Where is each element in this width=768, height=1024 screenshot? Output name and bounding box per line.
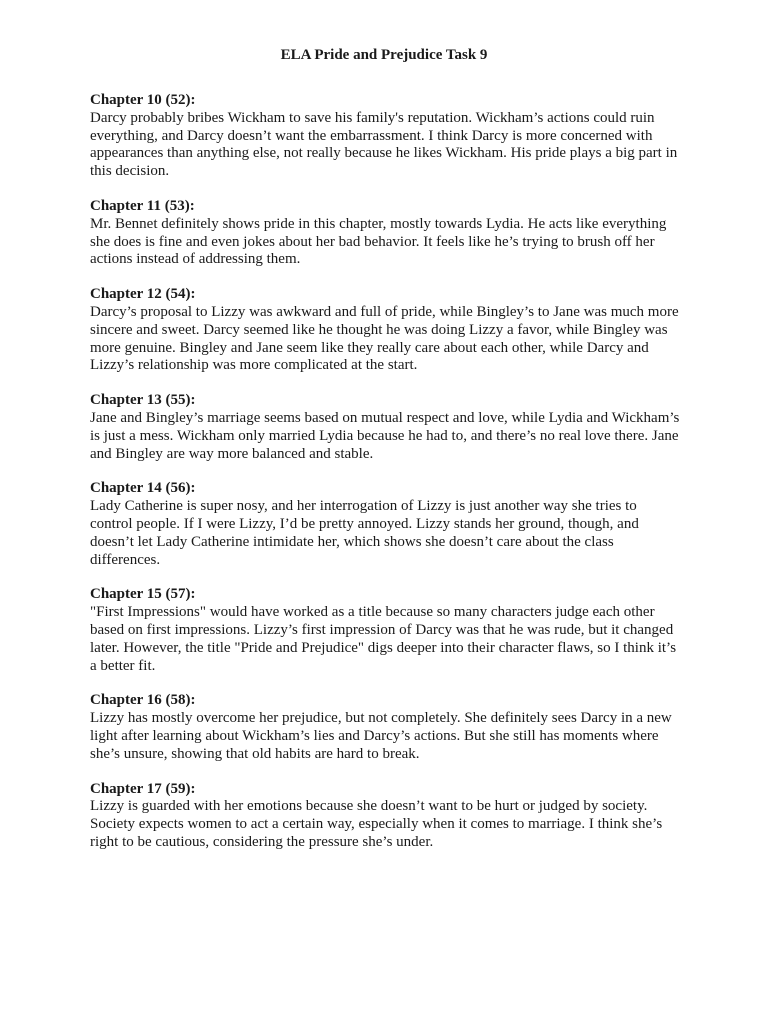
chapter-section: [90, 198, 682, 269]
chapter-response: Darcy’s proposal to Lizzy was awkward and full of pride, while Bingley’s to Jane was much more sincere and sweet. Darcy seemed like he thought he was doing Lizzy a favor, while Bingley was more genuine. Bingley and Jane seem like they really care about each other, while Darcy and Lizzy’s relationship was more complicated at the start.: [90, 303, 679, 374]
chapter-section: [90, 392, 682, 463]
chapter-response: Lizzy is guarded with her emotions because she doesn’t want to be hurt or judged by society. Society expects women to act a certain way, especially when it comes to marriage. I think she’s right to be cautious, considering the pressure she’s under.: [90, 798, 663, 850]
chapter-response: "First Impressions" would have worked as a title because so many characters judge each other based on first impressions. Lizzy’s first impression of Darcy was that he was rude, but it changed later. However, the title "Pride and Prejudice" digs deeper into their character flaws, so I think it’s a better fit.: [90, 604, 677, 674]
chapter-heading: Chapter 14 (56):: [90, 480, 196, 497]
chapter-section: [90, 692, 682, 763]
chapter-heading: Chapter 11 (53):: [90, 197, 195, 214]
document-title: ELA Pride and Prejudice Task 9: [280, 47, 488, 63]
chapter-section: [90, 480, 682, 569]
chapter-section: [90, 92, 682, 181]
chapter-response: Jane and Bingley’s marriage seems based on mutual respect and love, while Lydia and Wickham’s is just a mess. Wickham only married Lydia because he had to, and there’s no real love there. Jane and Bingley are way more balanced and stable.: [90, 409, 680, 462]
chapter-heading: Chapter 12 (54):: [90, 286, 196, 303]
chapter-heading: Chapter 17 (59):: [90, 780, 196, 797]
chapter-section: [90, 781, 682, 852]
chapter-heading: Chapter 10 (52):: [90, 92, 196, 108]
chapter-response: Lizzy has mostly overcome her prejudice, but not completely. She definitely sees Darcy in a new light after learning about Wickham’s lies and Darcy’s actions. But she still has moments where she’s unsure, showing that old habits are hard to break.: [90, 710, 672, 762]
chapter-response: Lady Catherine is super nosy, and her interrogation of Lizzy is just another way she tries to control people. If I were Lizzy, I’d be pretty annoyed. Lizzy stands her ground, though, and doesn’t let Lady Catherine intimidate her, which shows she doesn’t care about the class differences.: [90, 498, 639, 568]
chapter-response: Mr. Bennet definitely shows pride in this chapter, mostly towards Lydia. He acts like everything she does is fine and even jokes about her bad behavior. It feels like he’s trying to brush off her actions instead of addressing them.: [90, 215, 667, 268]
chapter-heading: Chapter 15 (57):: [90, 586, 196, 603]
document-page: [90, 44, 682, 869]
chapter-heading: Chapter 16 (58):: [90, 692, 196, 709]
chapter-heading: Chapter 13 (55):: [90, 392, 196, 409]
chapter-section: [90, 586, 682, 675]
chapter-section: [90, 286, 682, 375]
chapter-response: Darcy probably bribes Wickham to save his family's reputation. Wickham’s actions could ruin everything, and Darcy doesn’t want the embarrassment. I think Darcy is more concerned with appearances than anything else, not really because he likes Wickham. His pride plays a big part in this decision.: [90, 109, 678, 180]
